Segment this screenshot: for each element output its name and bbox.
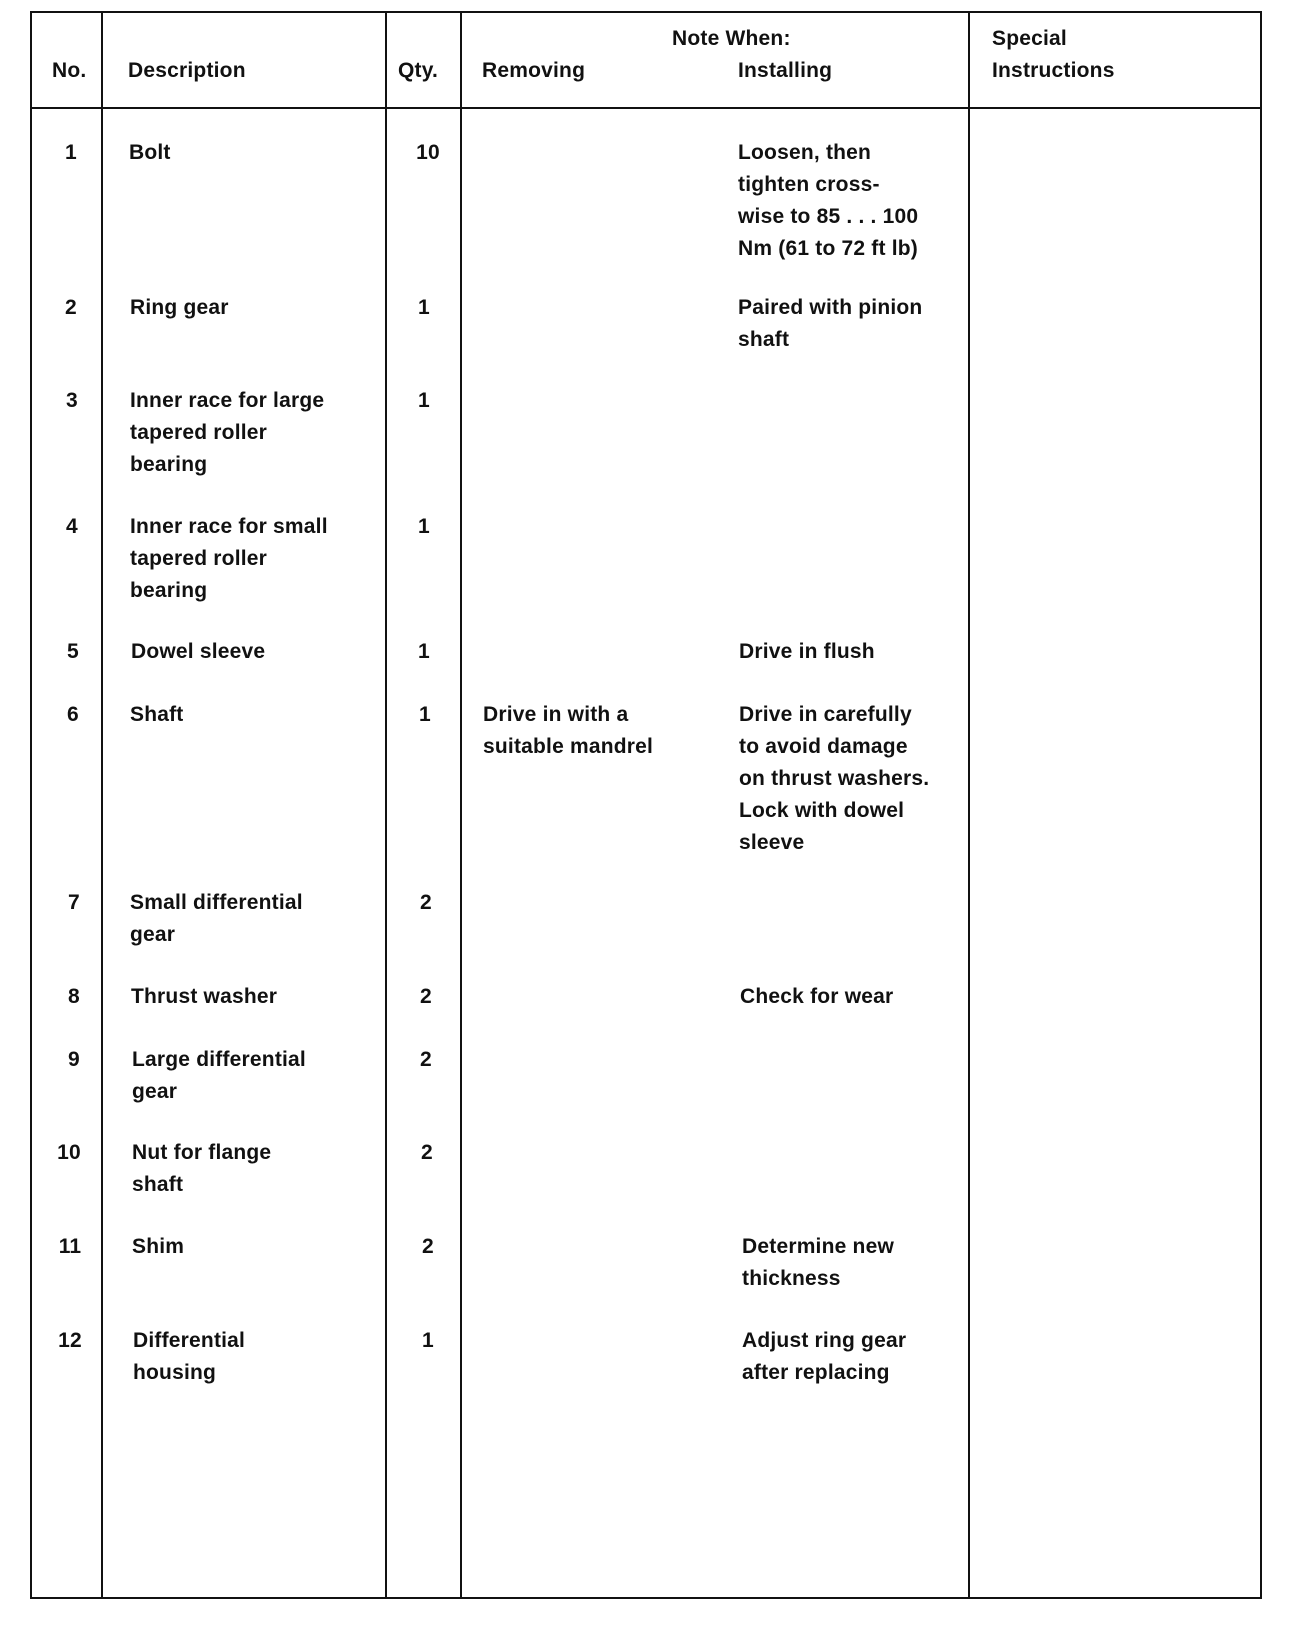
row-6-description: Shaft [130, 703, 184, 726]
row-1-no: 1 [65, 141, 77, 164]
header-qty: Qty. [398, 59, 439, 82]
row-6-no: 6 [67, 703, 79, 726]
row-3-description: Inner race for large tapered roller bearing [130, 389, 325, 476]
row-2-no: 2 [65, 296, 77, 319]
row-12-description: Differential housing [133, 1329, 246, 1384]
column-divider-description [385, 13, 387, 1597]
row-12-qty: 1 [422, 1329, 434, 1352]
row-3-no: 3 [66, 389, 78, 412]
row-2-installing: Paired with pinion shaft [738, 296, 923, 351]
row-9-no: 9 [68, 1048, 80, 1071]
row-2-qty: 1 [418, 296, 430, 319]
row-9-description: Large differential gear [132, 1048, 306, 1103]
header-no: No. [52, 59, 87, 82]
row-7-description: Small differential gear [130, 891, 303, 946]
row-7-qty: 2 [420, 891, 432, 914]
row-4-no: 4 [66, 515, 78, 538]
row-1-description: Bolt [129, 141, 171, 164]
row-1-qty: 10 [416, 141, 440, 164]
row-11-no: 11 [58, 1235, 82, 1258]
header-special-instructions: Special Instructions [992, 27, 1115, 82]
row-6-installing: Drive in carefully to avoid damage on thrust washers. Lock with dowel sleeve [739, 703, 930, 854]
row-11-description: Shim [132, 1235, 185, 1258]
header-installing: Installing [738, 59, 833, 82]
row-2-description: Ring gear [130, 296, 229, 319]
row-5-installing: Drive in flush [739, 640, 875, 663]
row-10-description: Nut for flange shaft [132, 1141, 272, 1196]
row-5-description: Dowel sleeve [131, 640, 266, 663]
row-11-installing: Determine new thickness [742, 1235, 894, 1290]
column-divider-note-when [968, 13, 970, 1597]
row-8-qty: 2 [420, 985, 432, 1008]
header-removing: Removing [482, 59, 586, 82]
row-8-no: 8 [68, 985, 80, 1008]
column-divider-no [101, 13, 103, 1597]
header-divider [32, 107, 1260, 109]
header-description: Description [128, 59, 246, 82]
column-divider-qty [460, 13, 462, 1597]
row-8-installing: Check for wear [740, 985, 894, 1008]
row-9-qty: 2 [420, 1048, 432, 1071]
row-6-qty: 1 [419, 703, 431, 726]
row-4-description: Inner race for small tapered roller bearing [130, 515, 328, 602]
row-1-installing: Loosen, then tighten cross- wise to 85 . . . 100 Nm (61 to 72 ft lb) [738, 141, 919, 260]
row-10-no: 10 [57, 1141, 81, 1164]
row-5-no: 5 [67, 640, 79, 663]
parts-table [30, 11, 1262, 1599]
row-8-description: Thrust washer [131, 985, 278, 1008]
row-10-qty: 2 [421, 1141, 433, 1164]
row-4-qty: 1 [418, 515, 430, 538]
row-6-removing: Drive in with a suitable mandrel [483, 703, 654, 758]
row-11-qty: 2 [422, 1235, 434, 1258]
row-12-no: 12 [58, 1329, 82, 1352]
row-7-no: 7 [68, 891, 80, 914]
header-note-when: Note When: [672, 27, 791, 50]
row-5-qty: 1 [418, 640, 430, 663]
row-12-installing: Adjust ring gear after replacing [742, 1329, 907, 1384]
row-3-qty: 1 [418, 389, 430, 412]
